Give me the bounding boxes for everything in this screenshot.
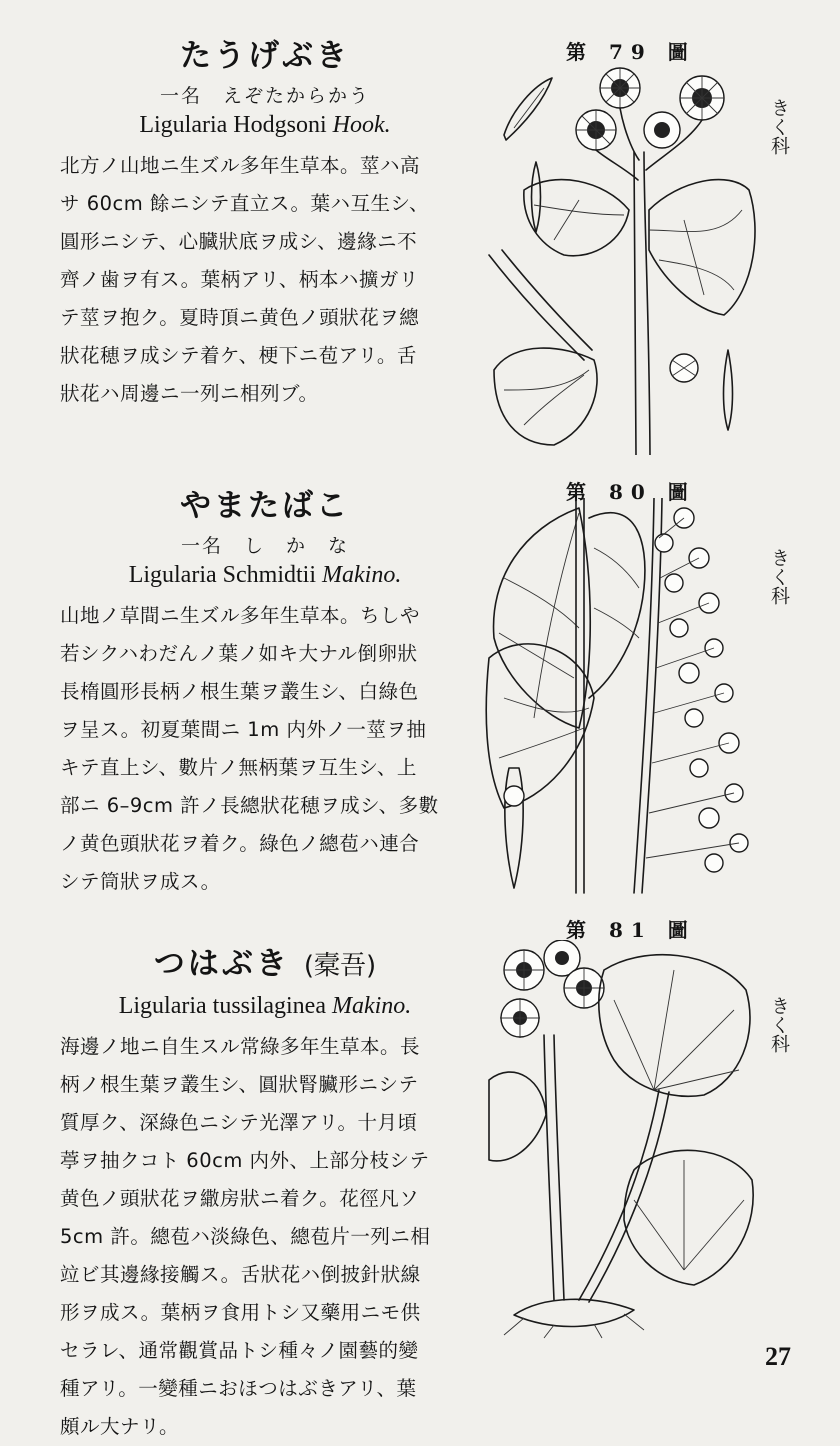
description-line: 山地ノ草間ニ生ズル多年生草本。ちしや bbox=[60, 604, 421, 627]
figure-label: 第 80 圖 bbox=[566, 480, 696, 504]
flower-spike bbox=[646, 508, 748, 872]
entry-title: つはぶき (槖吾) bbox=[153, 946, 377, 982]
description-line: 竝ビ其邊緣接觸ス。舌狀花ハ倒披針狀線 bbox=[60, 1263, 421, 1286]
entry-title: たうげぶき bbox=[180, 38, 350, 74]
description bbox=[60, 597, 470, 901]
authority: Hook. bbox=[332, 112, 391, 138]
description-line: 狀花ハ周邊ニ一列ニ相列ブ。 bbox=[60, 382, 319, 405]
description-line: サ 60cm 餘ニシテ直立ス。葉ハ互生シ、 bbox=[60, 192, 429, 215]
description-line: 黄色ノ頭狀花ヲ繖房狀ニ着ク。花徑凡ソ bbox=[60, 1187, 420, 1210]
description bbox=[60, 147, 470, 413]
scientific-name: Ligularia Schmidtii Makino. bbox=[128, 562, 402, 588]
plant-illustration-81 bbox=[484, 940, 764, 1340]
description-line: 5cm 許。總苞ハ淡綠色、總苞片一列ニ相 bbox=[60, 1225, 431, 1248]
scientific-name: Ligularia tussilaginea Makino. bbox=[118, 993, 412, 1019]
botanical-drawing bbox=[484, 498, 764, 898]
description-line: セラレ、通常觀賞品トシ種々ノ園藝的變 bbox=[60, 1339, 419, 1362]
flower-heads bbox=[500, 940, 604, 1038]
page-number: 27 bbox=[765, 1342, 791, 1371]
description-line: 形ヲ成ス。葉柄ヲ食用トシ又藥用ニモ供 bbox=[60, 1301, 421, 1324]
entry-title: やまたばこ bbox=[180, 488, 350, 524]
description-line: 海邊ノ地ニ自生スル常綠多年生草本。長 bbox=[60, 1035, 421, 1058]
entry-yamatabako bbox=[60, 480, 470, 901]
kanji-name: (槖吾) bbox=[303, 951, 377, 981]
description-line: 齊ノ歯ヲ有ス。葉柄アリ、柄本ハ擴ガリ bbox=[60, 268, 419, 291]
description-line: 頗ル大ナリ。 bbox=[60, 1415, 180, 1438]
description-line: 長楕圓形長柄ノ根生葉ヲ叢生シ、白綠色 bbox=[60, 680, 419, 703]
entry-tsuwabuki bbox=[60, 938, 470, 1446]
description-line: 若シクハわだんノ葉ノ如キ大ナル倒卵狀 bbox=[60, 642, 418, 665]
alternate-name: 一名 し か な bbox=[180, 535, 349, 557]
description-line: テ莖ヲ抱ク。夏時頂ニ黄色ノ頭狀花ヲ總 bbox=[60, 306, 420, 329]
botanical-drawing bbox=[484, 940, 764, 1340]
description-line: 質厚ク、深綠色ニシテ光澤アリ。十月頃 bbox=[60, 1111, 418, 1134]
plant-illustration-80 bbox=[484, 498, 764, 898]
description-line: 狀花穂ヲ成シテ着ケ、梗下ニ苞アリ。舌 bbox=[60, 344, 417, 367]
family-label: きく科 bbox=[768, 996, 790, 1053]
botanical-drawing bbox=[484, 60, 764, 455]
description-line: 北方ノ山地ニ生ズル多年生草本。莖ハ高 bbox=[60, 154, 421, 177]
description-line: 部ニ 6–9cm 許ノ長總狀花穂ヲ成シ、多數 bbox=[60, 794, 439, 817]
family-label: きく科 bbox=[768, 98, 790, 155]
description-line: 葶ヲ抽クコト 60cm 内外、上部分枝シテ bbox=[60, 1149, 430, 1172]
description bbox=[60, 1028, 470, 1446]
description-line: 柄ノ根生葉ヲ叢生シ、圓狀腎臟形ニシテ bbox=[60, 1073, 419, 1096]
description-line: 種アリ。一變種ニおほつはぶきアリ、葉 bbox=[60, 1377, 417, 1400]
description-line: ノ黄色頭狀花ヲ着ク。綠色ノ總苞ハ連合 bbox=[60, 832, 420, 855]
plant-illustration-79 bbox=[484, 60, 764, 455]
figure-label: 第 81 圖 bbox=[566, 918, 696, 942]
description-line: シテ筒狀ヲ成ス。 bbox=[60, 870, 221, 893]
entry-taugebuki bbox=[60, 30, 470, 413]
description-line: ヲ呈ス。初夏葉間ニ 1m 内外ノ一莖ヲ抽 bbox=[60, 718, 427, 741]
figure-label: 第 79 圖 bbox=[566, 40, 696, 64]
authority: Makino. bbox=[331, 993, 412, 1019]
description-line: キテ直上シ、數片ノ無柄葉ヲ互生シ、上 bbox=[60, 756, 417, 779]
alternate-name: 一名 えぞたからかう bbox=[159, 85, 370, 107]
authority: Makino. bbox=[322, 562, 402, 588]
flower-heads bbox=[576, 68, 724, 150]
description-line: 圓形ニシテ、心臓狀底ヲ成シ、邊緣ニ不 bbox=[60, 230, 418, 253]
family-label: きく科 bbox=[768, 548, 790, 605]
scientific-name: Ligularia Hodgsoni Hook. bbox=[139, 112, 391, 138]
